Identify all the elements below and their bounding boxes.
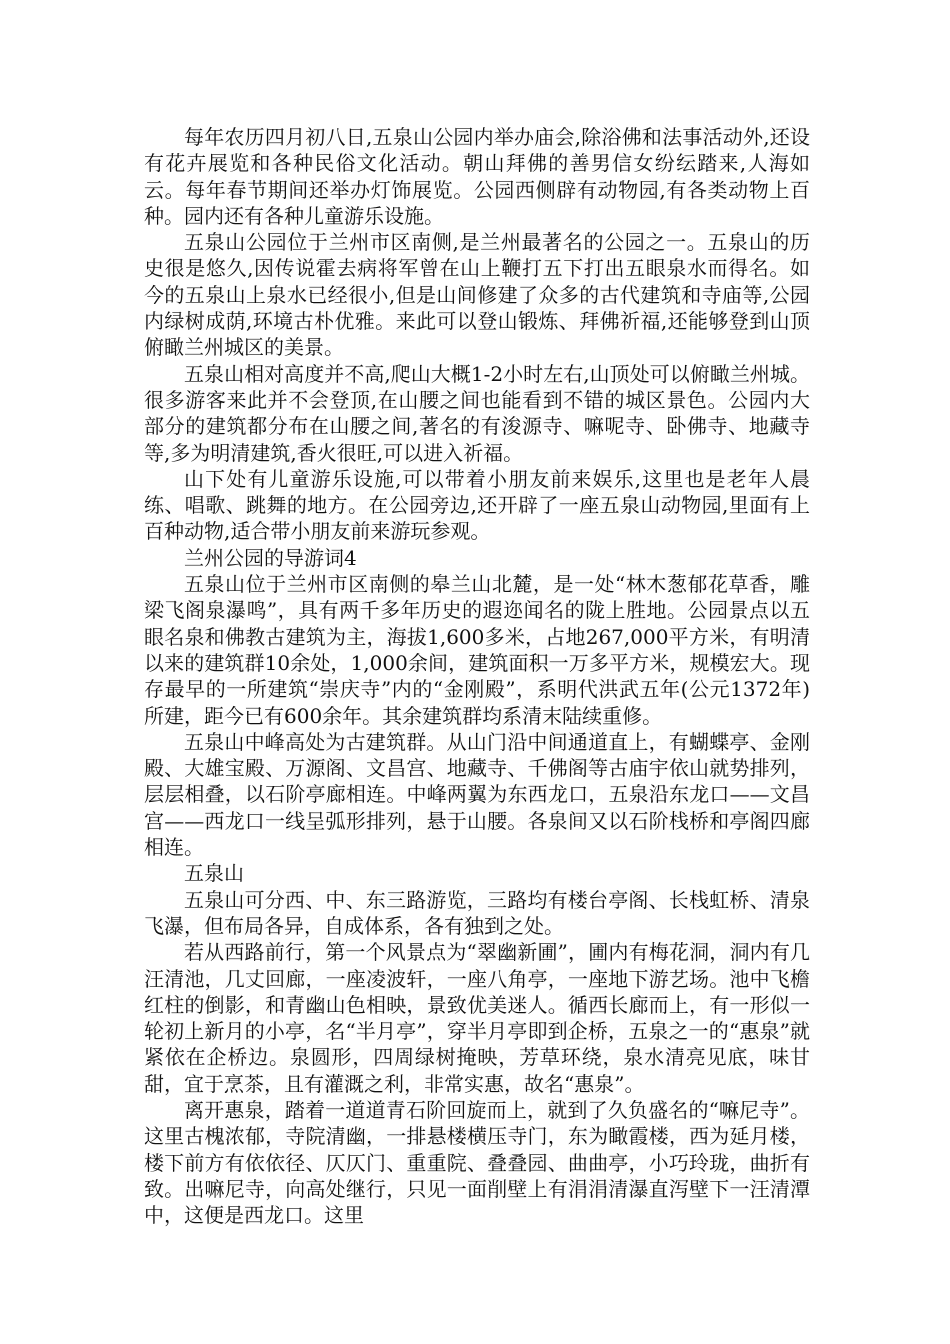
document-body bbox=[144, 124, 810, 1228]
paragraph: 五泉山公园位于兰州市区南侧,是兰州最著名的公园之一。五泉山的历史很是悠久,因传说霍去病将军曾在山上鞭打五下打出五眼泉水而得名。如今的五泉山上泉水已经很小,但是山间修建了众多的古代建筑和寺庙等,公园内绿树成荫,环境古朴优雅。来此可以登山锻炼、拜佛祈福,还能够登到山顶俯瞰兰州城区的美景。 bbox=[144, 230, 810, 360]
section-heading: 兰州公园的导游词4 bbox=[184, 545, 357, 570]
paragraph: 若从西路前行，第一个风景点为“翠幽新圃”，圃内有梅花洞，洞内有几汪清池，几丈回廊，一座凌波轩，一座八角亭，一座地下游艺场。池中飞檐红柱的倒影，和青幽山色相映，景致优美迷人。循西长廊而上，有一形似一轮初上新月的小亭，名“半月亭”，穿半月亭即到企桥，五泉之一的“惠泉”就紧依在企桥边。泉圆形，四周绿树掩映，芳草环绕，泉水清亮见底，味甘甜，宜于烹茶，且有灌溉之利，非常实惠，故名“惠泉”。 bbox=[144, 940, 810, 1096]
paragraph: 山下处有儿童游乐设施,可以带着小朋友前来娱乐,这里也是老年人晨练、唱歌、跳舞的地方。在公园旁边,还开辟了一座五泉山动物园,里面有上百种动物,适合带小朋友前来游玩参观。 bbox=[144, 466, 810, 544]
paragraph: 五泉山相对高度并不高,爬山大概1-2小时左右,山顶处可以俯瞰兰州城。很多游客来此并不会登顶,在山腰之间也能看到不错的城区景色。公园内大部分的建筑都分布在山腰之间,著名的有浚源寺、嘛呢寺、卧佛寺、地藏寺等,多为明清建筑,香火很旺,可以进入祈福。 bbox=[144, 361, 810, 465]
section-heading: 五泉山 bbox=[184, 861, 244, 886]
paragraph: 五泉山位于兰州市区南侧的皋兰山北麓，是一处“林木葱郁花草香，雕梁飞阁泉瀑鸣”，具有两千多年历史的遐迩闻名的陇上胜地。公园景点以五眼名泉和佛教古建筑为主，海拔1,600多米，占地267,000平方米，有明清以来的建筑群10余处，1,000余间，建筑面积一万多平方米，规模宏大。现存最早的一所建筑“崇庆寺”内的“金刚殿”，系明代洪武五年(公元1372年)所建，距今已有600余年。其余建筑群均系清末陆续重修。 bbox=[144, 572, 810, 728]
paragraph: 离开惠泉，踏着一道道青石阶回旋而上，就到了久负盛名的“嘛尼寺”。这里古槐浓郁，寺院清幽，一排悬楼横压寺门，东为瞰霞楼，西为延月楼，楼下前方有依依径、仄仄门、重重院、叠叠园、曲曲亭，小巧玲珑，曲折有致。出嘛尼寺，向高处继行，只见一面削壁上有涓涓清瀑直泻壁下一汪清潭中，这便是西龙口。这里 bbox=[144, 1097, 810, 1228]
paragraph: 五泉山可分西、中、东三路游览，三路均有楼台亭阁、长栈虹桥、清泉飞瀑，但布局各异，自成体系，各有独到之处。 bbox=[144, 887, 810, 938]
paragraph: 每年农历四月初八日,五泉山公园内举办庙会,除浴佛和法事活动外,还设有花卉展览和各种民俗文化活动。朝山拜佛的善男信女纷纭踏来,人海如云。每年春节期间还举办灯饰展览。公园西侧辟有动物园,有各类动物上百种。园内还有各种儿童游乐设施。 bbox=[144, 125, 810, 228]
paragraph: 五泉山中峰高处为古建筑群。从山门沿中间通道直上，有蝴蝶亭、金刚殿、大雄宝殿、万源阁、文昌宫、地藏寺、千佛阁等古庙宇依山就势排列，层层相叠，以石阶亭廊相连。中峰两翼为东西龙口，五泉沿东龙口——文昌宫——西龙口一线呈弧形排列，悬于山腰。各泉间又以石阶栈桥和亭阁四廊相连。 bbox=[144, 729, 810, 860]
